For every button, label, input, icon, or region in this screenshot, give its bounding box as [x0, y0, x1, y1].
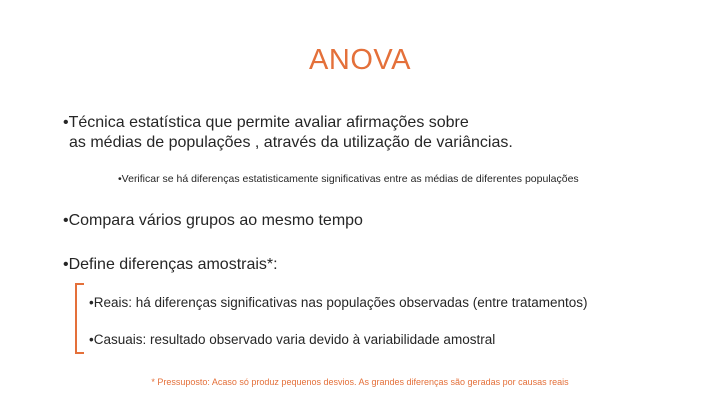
bullet-technique-line1: •Técnica estatística que permite avaliar afirmações sobre: [63, 114, 469, 131]
slide-title: ANOVA: [309, 44, 411, 76]
sub-bullet-casual: •Casuais: resultado observado varia devido à variabilidade amostral: [89, 332, 496, 347]
bullet-define: •Define diferenças amostrais*:: [63, 256, 278, 273]
footnote: * Pressuposto: Acaso só produz pequenos desvios. As grandes diferenças são geradas por causas reais: [151, 377, 569, 387]
bullet-technique-line2: as médias de populações , através da utilização de variâncias.: [69, 134, 513, 151]
sub-bullet-real: •Reais: há diferenças significativas nas populações observadas (entre tratamentos): [89, 295, 588, 310]
bracket-decoration: [75, 283, 84, 354]
bullet-technique: [63, 113, 513, 153]
sub-bullet-verify: •Verificar se há diferenças estatisticamente significativas entre as médias de diferentes populações: [118, 173, 579, 185]
bullet-compare: •Compara vários grupos ao mesmo tempo: [63, 212, 363, 229]
